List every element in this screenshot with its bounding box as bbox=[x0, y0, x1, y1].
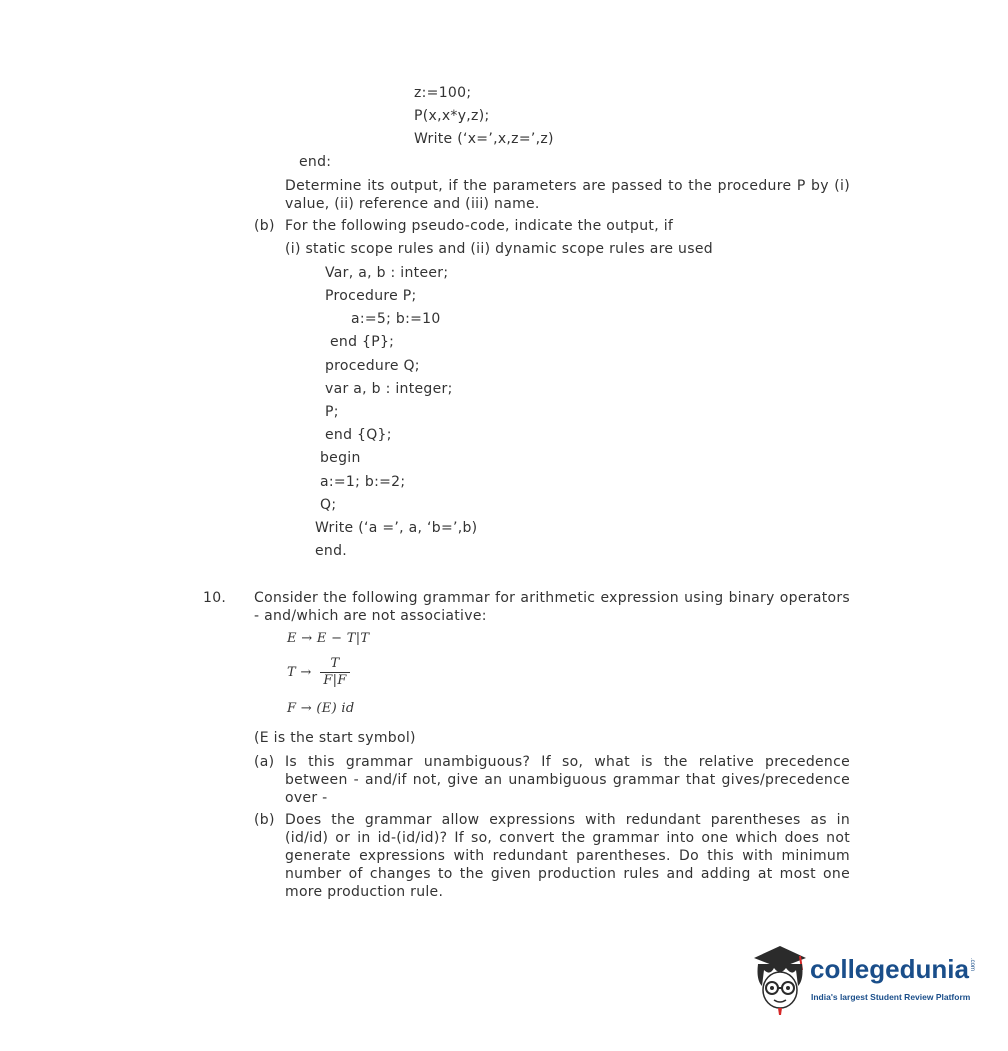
code-line: Write (‘x=’,x,z=’,z) bbox=[414, 131, 554, 147]
logo-suffix: .com bbox=[969, 958, 975, 972]
q10b-text: Does the grammar allow expressions with redundant parentheses as in (id/id) or in id-(id/id)? If so, convert the grammar into one which does not generate expressions with redundant parentheses. Do this with minimum number of changes to the given production rules and adding at most one more production rule. bbox=[285, 812, 850, 900]
q10a-text: Is this grammar unambiguous? If so, what is the relative precedence between - and/if not, give an unambiguous grammar that gives/precedence over - bbox=[285, 754, 850, 806]
start-symbol-note: (E is the start symbol) bbox=[254, 730, 416, 746]
logo-wordmark: collegedunia bbox=[810, 954, 969, 984]
q10b-label: (b) bbox=[254, 812, 275, 828]
mascot-icon bbox=[750, 940, 810, 1015]
code-line: Write (‘a =’, a, ‘b=’,b) bbox=[315, 520, 478, 536]
q10a-label: (a) bbox=[254, 754, 275, 770]
grammar-rule-e: E → E − T|T bbox=[287, 631, 370, 646]
logo-tagline: India's largest Student Review Platform bbox=[811, 992, 971, 1002]
code-line: a:=1; b:=2; bbox=[320, 474, 406, 490]
code-line: P; bbox=[325, 404, 339, 420]
code-line: end. bbox=[315, 543, 348, 559]
code-line: end {Q}; bbox=[325, 427, 392, 443]
q9b-label: (b) bbox=[254, 218, 275, 234]
code-line: procedure Q; bbox=[325, 358, 420, 374]
question-number: 10. bbox=[203, 590, 227, 606]
code-line: begin bbox=[320, 450, 361, 466]
q9a-text: Determine its output, if the parameters are passed to the procedure P by (i) value, (ii) reference and (iii) name. bbox=[285, 178, 850, 212]
q10-intro: Consider the following grammar for arithmetic expression using binary operators - and/which are not associative: bbox=[254, 590, 850, 624]
code-line: P(x,x*y,z); bbox=[414, 108, 490, 124]
code-line: a:=5; b:=10 bbox=[351, 311, 441, 327]
code-line: var a, b : integer; bbox=[325, 381, 453, 397]
code-line: Procedure P; bbox=[325, 288, 417, 304]
grammar-rule-f: F → (E) id bbox=[287, 701, 355, 716]
code-line: Var, a, b : inteer; bbox=[325, 265, 449, 281]
code-line: end {P}; bbox=[330, 334, 395, 350]
code-end-label: end: bbox=[299, 154, 332, 170]
q9b-text: For the following pseudo-code, indicate the output, if bbox=[285, 218, 674, 234]
grammar-rule-t-fraction: $\frac{T}{F|F}$ bbox=[320, 656, 350, 689]
code-line: z:=100; bbox=[414, 85, 472, 101]
collegedunia-logo bbox=[750, 940, 980, 1015]
q9b-subtext: (i) static scope rules and (ii) dynamic scope rules are used bbox=[285, 241, 713, 257]
grammar-rule-t-lhs: T → bbox=[287, 665, 312, 680]
code-line: Q; bbox=[320, 497, 337, 513]
